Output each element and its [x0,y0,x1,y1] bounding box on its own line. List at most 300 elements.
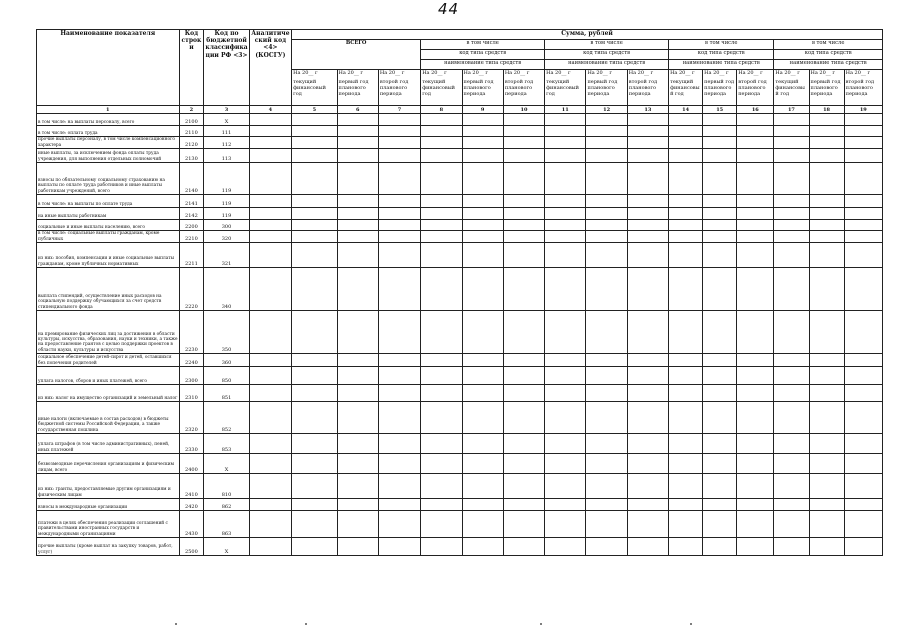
amount-cell[interactable] [378,208,420,220]
amount-cell[interactable] [462,538,503,556]
amount-cell[interactable] [292,137,337,149]
amount-cell[interactable] [737,474,774,499]
amount-cell[interactable] [669,402,703,434]
amount-cell[interactable] [421,385,462,402]
amount-cell[interactable] [337,474,378,499]
amount-cell[interactable] [249,195,291,208]
amount-cell[interactable] [669,231,703,243]
amount-cell[interactable] [462,231,503,243]
amount-cell[interactable] [669,511,703,538]
amount-cell[interactable] [627,402,668,434]
amount-cell[interactable] [774,231,809,243]
amount-cell[interactable] [703,268,737,311]
amount-cell[interactable] [586,114,627,126]
amount-cell[interactable] [737,208,774,220]
amount-cell[interactable] [703,354,737,367]
amount-cell[interactable] [545,163,586,195]
amount-cell[interactable] [462,474,503,499]
amount-cell[interactable] [737,538,774,556]
amount-cell[interactable] [737,434,774,454]
amount-cell[interactable] [378,434,420,454]
amount-cell[interactable] [774,402,809,434]
amount-cell[interactable] [844,268,882,311]
amount-cell[interactable] [809,402,844,434]
amount-cell[interactable] [503,126,544,137]
amount-cell[interactable] [844,454,882,474]
amount-cell[interactable] [703,474,737,499]
amount-cell[interactable] [703,402,737,434]
amount-cell[interactable] [421,243,462,268]
amount-cell[interactable] [809,137,844,149]
amount-cell[interactable] [809,354,844,367]
amount-cell[interactable] [844,434,882,454]
amount-cell[interactable] [292,385,337,402]
amount-cell[interactable] [627,385,668,402]
amount-cell[interactable] [503,149,544,163]
amount-cell[interactable] [503,474,544,499]
amount-cell[interactable] [378,231,420,243]
amount-cell[interactable] [774,474,809,499]
amount-cell[interactable] [627,538,668,556]
amount-cell[interactable] [737,137,774,149]
amount-cell[interactable] [545,402,586,434]
amount-cell[interactable] [462,454,503,474]
amount-cell[interactable] [292,126,337,137]
amount-cell[interactable] [586,268,627,311]
amount-cell[interactable] [586,311,627,354]
amount-cell[interactable] [703,126,737,137]
amount-cell[interactable] [378,149,420,163]
amount-cell[interactable] [586,499,627,511]
amount-cell[interactable] [774,220,809,231]
amount-cell[interactable] [421,220,462,231]
amount-cell[interactable] [737,454,774,474]
amount-cell[interactable] [774,385,809,402]
amount-cell[interactable] [337,268,378,311]
amount-cell[interactable] [774,195,809,208]
amount-cell[interactable] [809,454,844,474]
amount-cell[interactable] [421,137,462,149]
amount-cell[interactable] [249,137,291,149]
amount-cell[interactable] [737,499,774,511]
amount-cell[interactable] [737,149,774,163]
amount-cell[interactable] [462,402,503,434]
amount-cell[interactable] [627,367,668,385]
amount-cell[interactable] [774,243,809,268]
amount-cell[interactable] [586,511,627,538]
amount-cell[interactable] [703,114,737,126]
amount-cell[interactable] [378,163,420,195]
amount-cell[interactable] [421,538,462,556]
amount-cell[interactable] [669,208,703,220]
amount-cell[interactable] [503,243,544,268]
amount-cell[interactable] [809,231,844,243]
amount-cell[interactable] [586,149,627,163]
amount-cell[interactable] [378,243,420,268]
amount-cell[interactable] [503,385,544,402]
amount-cell[interactable] [627,243,668,268]
amount-cell[interactable] [545,220,586,231]
amount-cell[interactable] [844,499,882,511]
amount-cell[interactable] [703,231,737,243]
amount-cell[interactable] [545,367,586,385]
amount-cell[interactable] [586,220,627,231]
amount-cell[interactable] [844,149,882,163]
amount-cell[interactable] [337,195,378,208]
amount-cell[interactable] [503,231,544,243]
amount-cell[interactable] [503,434,544,454]
amount-cell[interactable] [545,231,586,243]
amount-cell[interactable] [462,311,503,354]
amount-cell[interactable] [421,354,462,367]
amount-cell[interactable] [844,243,882,268]
amount-cell[interactable] [421,163,462,195]
amount-cell[interactable] [503,499,544,511]
amount-cell[interactable] [774,268,809,311]
amount-cell[interactable] [703,385,737,402]
amount-cell[interactable] [462,511,503,538]
amount-cell[interactable] [378,499,420,511]
amount-cell[interactable] [462,385,503,402]
amount-cell[interactable] [378,367,420,385]
amount-cell[interactable] [421,434,462,454]
amount-cell[interactable] [249,163,291,195]
amount-cell[interactable] [421,114,462,126]
amount-cell[interactable] [503,454,544,474]
amount-cell[interactable] [421,231,462,243]
amount-cell[interactable] [503,354,544,367]
amount-cell[interactable] [809,220,844,231]
amount-cell[interactable] [809,163,844,195]
amount-cell[interactable] [292,454,337,474]
amount-cell[interactable] [462,243,503,268]
amount-cell[interactable] [809,511,844,538]
amount-cell[interactable] [774,511,809,538]
amount-cell[interactable] [421,208,462,220]
amount-cell[interactable] [378,220,420,231]
amount-cell[interactable] [737,268,774,311]
amount-cell[interactable] [703,195,737,208]
amount-cell[interactable] [421,268,462,311]
amount-cell[interactable] [844,474,882,499]
amount-cell[interactable] [627,126,668,137]
amount-cell[interactable] [249,243,291,268]
amount-cell[interactable] [737,126,774,137]
amount-cell[interactable] [292,208,337,220]
amount-cell[interactable] [844,208,882,220]
amount-cell[interactable] [462,195,503,208]
amount-cell[interactable] [249,402,291,434]
amount-cell[interactable] [545,208,586,220]
amount-cell[interactable] [378,474,420,499]
amount-cell[interactable] [337,499,378,511]
amount-cell[interactable] [249,454,291,474]
amount-cell[interactable] [545,454,586,474]
amount-cell[interactable] [774,114,809,126]
amount-cell[interactable] [545,538,586,556]
amount-cell[interactable] [545,434,586,454]
amount-cell[interactable] [292,499,337,511]
amount-cell[interactable] [669,454,703,474]
amount-cell[interactable] [462,126,503,137]
amount-cell[interactable] [809,149,844,163]
amount-cell[interactable] [337,311,378,354]
amount-cell[interactable] [337,511,378,538]
amount-cell[interactable] [586,231,627,243]
amount-cell[interactable] [292,231,337,243]
amount-cell[interactable] [737,231,774,243]
amount-cell[interactable] [503,367,544,385]
amount-cell[interactable] [462,354,503,367]
amount-cell[interactable] [703,149,737,163]
amount-cell[interactable] [774,434,809,454]
amount-cell[interactable] [378,354,420,367]
amount-cell[interactable] [249,231,291,243]
amount-cell[interactable] [462,163,503,195]
amount-cell[interactable] [737,367,774,385]
amount-cell[interactable] [292,434,337,454]
amount-cell[interactable] [844,163,882,195]
amount-cell[interactable] [774,367,809,385]
amount-cell[interactable] [586,538,627,556]
amount-cell[interactable] [378,311,420,354]
amount-cell[interactable] [378,511,420,538]
amount-cell[interactable] [337,454,378,474]
amount-cell[interactable] [292,311,337,354]
amount-cell[interactable] [292,511,337,538]
amount-cell[interactable] [586,354,627,367]
amount-cell[interactable] [337,149,378,163]
amount-cell[interactable] [586,208,627,220]
amount-cell[interactable] [627,231,668,243]
amount-cell[interactable] [669,126,703,137]
amount-cell[interactable] [737,114,774,126]
amount-cell[interactable] [292,163,337,195]
amount-cell[interactable] [627,454,668,474]
amount-cell[interactable] [586,367,627,385]
amount-cell[interactable] [703,511,737,538]
amount-cell[interactable] [669,385,703,402]
amount-cell[interactable] [421,499,462,511]
amount-cell[interactable] [378,454,420,474]
amount-cell[interactable] [421,126,462,137]
amount-cell[interactable] [503,195,544,208]
amount-cell[interactable] [844,195,882,208]
amount-cell[interactable] [774,163,809,195]
amount-cell[interactable] [249,208,291,220]
amount-cell[interactable] [774,354,809,367]
amount-cell[interactable] [809,474,844,499]
amount-cell[interactable] [249,499,291,511]
amount-cell[interactable] [292,402,337,434]
amount-cell[interactable] [378,114,420,126]
amount-cell[interactable] [421,474,462,499]
amount-cell[interactable] [844,220,882,231]
amount-cell[interactable] [503,402,544,434]
amount-cell[interactable] [378,538,420,556]
amount-cell[interactable] [844,402,882,434]
amount-cell[interactable] [292,114,337,126]
amount-cell[interactable] [737,402,774,434]
amount-cell[interactable] [774,137,809,149]
amount-cell[interactable] [774,538,809,556]
amount-cell[interactable] [669,367,703,385]
amount-cell[interactable] [809,311,844,354]
amount-cell[interactable] [545,195,586,208]
amount-cell[interactable] [627,268,668,311]
amount-cell[interactable] [703,163,737,195]
amount-cell[interactable] [669,474,703,499]
amount-cell[interactable] [337,367,378,385]
amount-cell[interactable] [337,243,378,268]
amount-cell[interactable] [737,163,774,195]
amount-cell[interactable] [703,454,737,474]
amount-cell[interactable] [462,220,503,231]
amount-cell[interactable] [545,311,586,354]
amount-cell[interactable] [292,268,337,311]
amount-cell[interactable] [703,499,737,511]
amount-cell[interactable] [249,354,291,367]
amount-cell[interactable] [545,474,586,499]
amount-cell[interactable] [844,137,882,149]
amount-cell[interactable] [421,402,462,434]
amount-cell[interactable] [249,385,291,402]
amount-cell[interactable] [809,499,844,511]
amount-cell[interactable] [703,243,737,268]
amount-cell[interactable] [503,114,544,126]
amount-cell[interactable] [774,208,809,220]
amount-cell[interactable] [703,434,737,454]
amount-cell[interactable] [249,126,291,137]
amount-cell[interactable] [669,243,703,268]
amount-cell[interactable] [337,538,378,556]
amount-cell[interactable] [337,137,378,149]
amount-cell[interactable] [249,114,291,126]
amount-cell[interactable] [627,311,668,354]
amount-cell[interactable] [586,402,627,434]
amount-cell[interactable] [669,354,703,367]
amount-cell[interactable] [337,434,378,454]
amount-cell[interactable] [737,511,774,538]
amount-cell[interactable] [378,268,420,311]
amount-cell[interactable] [249,474,291,499]
amount-cell[interactable] [462,137,503,149]
amount-cell[interactable] [337,126,378,137]
amount-cell[interactable] [249,268,291,311]
amount-cell[interactable] [337,231,378,243]
amount-cell[interactable] [809,434,844,454]
amount-cell[interactable] [809,126,844,137]
amount-cell[interactable] [809,114,844,126]
amount-cell[interactable] [774,499,809,511]
amount-cell[interactable] [545,149,586,163]
amount-cell[interactable] [669,163,703,195]
amount-cell[interactable] [586,454,627,474]
amount-cell[interactable] [503,163,544,195]
amount-cell[interactable] [669,538,703,556]
amount-cell[interactable] [669,137,703,149]
amount-cell[interactable] [545,385,586,402]
amount-cell[interactable] [586,163,627,195]
amount-cell[interactable] [503,220,544,231]
amount-cell[interactable] [703,220,737,231]
amount-cell[interactable] [337,402,378,434]
amount-cell[interactable] [249,434,291,454]
amount-cell[interactable] [586,385,627,402]
amount-cell[interactable] [809,195,844,208]
amount-cell[interactable] [627,511,668,538]
amount-cell[interactable] [421,511,462,538]
amount-cell[interactable] [292,538,337,556]
amount-cell[interactable] [462,114,503,126]
amount-cell[interactable] [292,149,337,163]
amount-cell[interactable] [737,243,774,268]
amount-cell[interactable] [421,367,462,385]
amount-cell[interactable] [292,243,337,268]
amount-cell[interactable] [503,208,544,220]
amount-cell[interactable] [669,195,703,208]
amount-cell[interactable] [627,208,668,220]
amount-cell[interactable] [292,354,337,367]
amount-cell[interactable] [462,434,503,454]
amount-cell[interactable] [737,354,774,367]
amount-cell[interactable] [703,137,737,149]
amount-cell[interactable] [337,354,378,367]
amount-cell[interactable] [669,220,703,231]
amount-cell[interactable] [292,220,337,231]
amount-cell[interactable] [586,434,627,454]
amount-cell[interactable] [421,311,462,354]
amount-cell[interactable] [503,538,544,556]
amount-cell[interactable] [586,126,627,137]
amount-cell[interactable] [249,538,291,556]
amount-cell[interactable] [337,220,378,231]
amount-cell[interactable] [545,268,586,311]
amount-cell[interactable] [844,385,882,402]
amount-cell[interactable] [844,511,882,538]
amount-cell[interactable] [545,499,586,511]
amount-cell[interactable] [703,208,737,220]
amount-cell[interactable] [421,454,462,474]
amount-cell[interactable] [844,311,882,354]
amount-cell[interactable] [627,474,668,499]
amount-cell[interactable] [292,367,337,385]
amount-cell[interactable] [844,231,882,243]
amount-cell[interactable] [669,434,703,454]
amount-cell[interactable] [774,454,809,474]
amount-cell[interactable] [627,114,668,126]
amount-cell[interactable] [703,367,737,385]
amount-cell[interactable] [586,474,627,499]
amount-cell[interactable] [545,137,586,149]
amount-cell[interactable] [545,354,586,367]
amount-cell[interactable] [545,126,586,137]
amount-cell[interactable] [809,367,844,385]
amount-cell[interactable] [292,474,337,499]
amount-cell[interactable] [421,195,462,208]
amount-cell[interactable] [703,311,737,354]
amount-cell[interactable] [774,311,809,354]
amount-cell[interactable] [292,195,337,208]
amount-cell[interactable] [627,137,668,149]
amount-cell[interactable] [844,538,882,556]
amount-cell[interactable] [249,220,291,231]
amount-cell[interactable] [844,126,882,137]
amount-cell[interactable] [503,268,544,311]
amount-cell[interactable] [627,149,668,163]
amount-cell[interactable] [378,195,420,208]
amount-cell[interactable] [586,195,627,208]
